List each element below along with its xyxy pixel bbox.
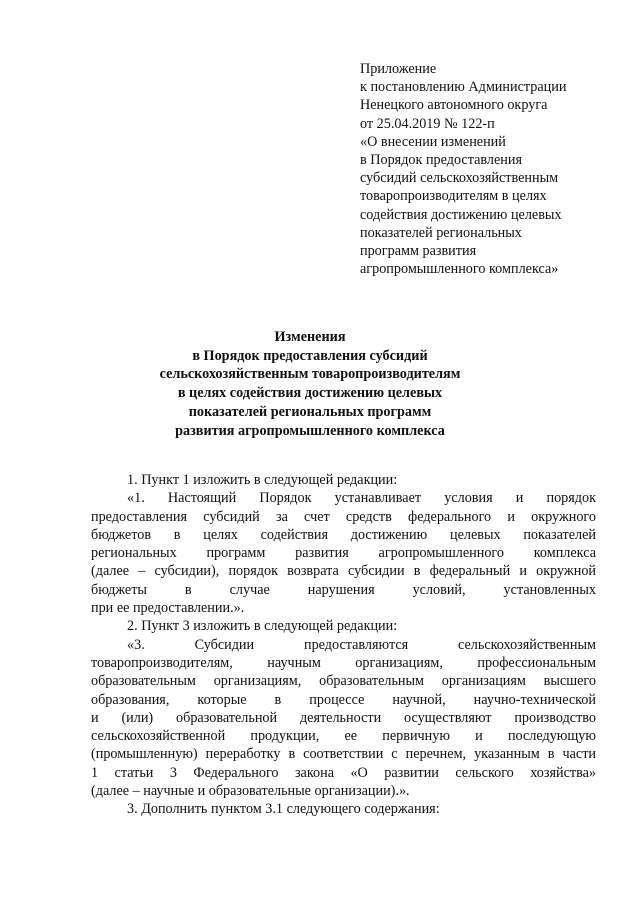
item1-text [91, 489, 596, 617]
text-line: образовательным организациям, образовательным организациям высшего [91, 673, 596, 690]
appendix-line: к постановлению Администрации [360, 79, 567, 96]
document-title [60, 328, 560, 440]
text-line: «1. Настоящий Порядок устанавливает условия и порядок [127, 490, 596, 507]
text-line: при ее предоставлении.». [91, 600, 245, 617]
appendix-line: содействия достижению целевых [360, 206, 562, 223]
title-line: развития агропромышленного комплекса [175, 422, 445, 439]
text-line: региональных программ развития агропромышленного комплекса [91, 545, 596, 562]
appendix-line: «О внесении изменений [360, 133, 506, 150]
title-line: в целях содействия достижению целевых [177, 385, 443, 402]
title-line: в Порядок предоставления субсидий [192, 347, 428, 364]
appendix-line: субсидий сельскохозяйственным [360, 170, 559, 187]
document-body [91, 471, 596, 819]
text-line: предоставления субсидий за счет средств федерального и окружного [91, 508, 596, 525]
appendix-line: показателей региональных [360, 224, 522, 241]
appendix-block [360, 60, 620, 278]
appendix-line: товаропроизводителям в целях [360, 188, 547, 205]
text-line: «3. Субсидии предоставляются сельскохозяйственным [127, 636, 596, 653]
title-line: сельскохозяйственным товаропроизводителям [159, 366, 461, 383]
item2-heading: 2. Пункт 3 изложить в следующей редакции: [127, 618, 398, 635]
text-line: образования, которые в процессе научной, научно-технической [91, 691, 596, 708]
item1-heading: 1. Пункт 1 изложить в следующей редакции: [127, 472, 398, 488]
text-line: бюджеты в случае нарушения условий, установленных [91, 581, 596, 598]
text-line: сельскохозяйственной продукции, ее первичную и последующую [91, 728, 596, 745]
title-line: Изменения [274, 329, 346, 345]
item2-text [91, 636, 596, 801]
appendix-line: агропромышленного комплекса» [360, 261, 559, 278]
item3-heading: 3. Дополнить пунктом 3.1 следующего содержания: [127, 801, 440, 818]
text-line: (далее – субсидии), порядок возврата субсидии в федеральный и окружной [91, 563, 596, 580]
text-line: бюджетов в целях содействия достижению целевых показателей [91, 526, 596, 543]
appendix-line: в Порядок предоставления [360, 152, 522, 169]
text-line: 1 статьи 3 Федерального закона «О развитии сельского хозяйства» [91, 764, 596, 781]
appendix-line: программ развития [360, 243, 477, 260]
appendix-line: от 25.04.2019 № 122-п [360, 115, 495, 132]
title-line: показателей региональных программ [188, 403, 432, 420]
text-line: (далее – научные и образовательные организации).». [91, 783, 410, 800]
appendix-line: Ненецкого автономного округа [360, 97, 548, 114]
appendix-line: Приложение [360, 61, 437, 77]
text-line: и (или) образовательной деятельности осуществляют производство [91, 709, 596, 726]
text-line: (промышленную) переработку в соответствии с перечнем, указанным в части [91, 746, 596, 763]
text-line: товаропроизводителям, научным организациям, профессиональным [91, 654, 596, 671]
